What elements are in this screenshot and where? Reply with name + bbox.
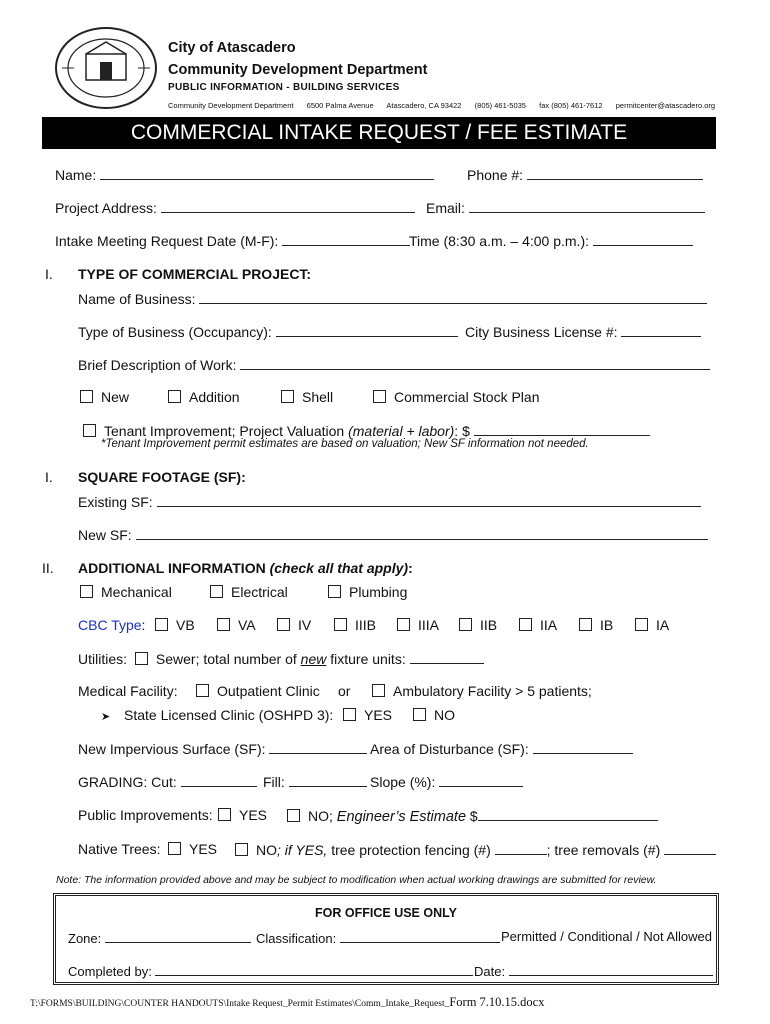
cbc-vb-checkbox[interactable]	[155, 618, 168, 631]
cbc-iia-label: IIA	[540, 617, 558, 633]
cbc-ia-checkbox[interactable]	[635, 618, 648, 631]
option-addition[interactable]	[168, 389, 240, 405]
slope-field[interactable]	[370, 773, 523, 790]
option-shell[interactable]	[281, 389, 333, 405]
mechanical-checkbox[interactable]	[80, 585, 93, 598]
header-sub: PUBLIC INFORMATION - BUILDING SERVICES	[168, 82, 400, 93]
cbc-ia-label: IA	[656, 617, 670, 633]
shell-checkbox[interactable]	[281, 390, 294, 403]
engineer-dollar: $	[469, 808, 478, 824]
project-address-label: Project Address:	[55, 200, 157, 216]
utilities-row[interactable]	[78, 650, 484, 667]
section3-title-text: ADDITIONAL INFORMATION	[78, 560, 266, 576]
option-stock-plan[interactable]	[373, 389, 540, 405]
ti-dollar: : $	[454, 423, 470, 439]
ambulatory-checkbox[interactable]	[372, 684, 385, 697]
cbc-iv[interactable]	[277, 617, 311, 633]
footer-path-text: T:\FORMS\BUILDING\COUNTER HANDOUTS\Intake Request_Permit Estimates\Comm_Intake_Request_	[30, 999, 450, 1009]
name-field[interactable]	[55, 166, 434, 183]
native-trees-yes-checkbox[interactable]	[168, 842, 181, 855]
description-label: Brief Description of Work:	[78, 357, 237, 373]
cbc-iv-checkbox[interactable]	[277, 618, 290, 631]
contact-city: Atascadero, CA 93422	[386, 101, 462, 110]
cbc-va[interactable]	[217, 617, 256, 633]
contact-phone: (805) 461-5035	[474, 101, 526, 110]
section1-number: I.	[45, 266, 53, 282]
disturbance-label: Area of Disturbance (SF):	[370, 741, 529, 757]
existing-sf-label: Existing SF:	[78, 494, 153, 510]
public-improvements-yes-checkbox[interactable]	[218, 808, 231, 821]
stock-plan-label: Commercial Stock Plan	[394, 389, 540, 405]
cbc-iia[interactable]	[519, 617, 557, 633]
office-title: FOR OFFICE USE ONLY	[315, 906, 457, 920]
contact-email: permitcenter@atascadero.org	[615, 101, 716, 110]
medical-label: Medical Facility:	[78, 683, 178, 699]
cbc-ia[interactable]	[635, 617, 669, 633]
sewer-checkbox[interactable]	[135, 652, 148, 665]
impervious-field[interactable]	[78, 740, 367, 757]
completed-by-label: Completed by:	[68, 964, 152, 979]
engineer-estimate-label: Engineer’s Estimate	[336, 809, 467, 825]
ambulatory-option[interactable]	[372, 683, 592, 699]
public-improvements-yes-label: YES	[239, 807, 268, 823]
cbc-ib-checkbox[interactable]	[579, 618, 592, 631]
ti-italic: (material + labor)	[348, 423, 455, 439]
mechanical-label: Mechanical	[101, 584, 172, 600]
city-seal	[52, 26, 160, 110]
slope-label: Slope (%):	[370, 774, 436, 790]
option-new[interactable]	[80, 389, 129, 405]
native-trees-yes-label: YES	[189, 841, 218, 857]
state-clinic-yes[interactable]	[343, 707, 392, 723]
tenant-improvement-row[interactable]	[83, 422, 650, 439]
zone-field[interactable]	[68, 929, 251, 946]
state-clinic-no-checkbox[interactable]	[413, 708, 426, 721]
addition-label: Addition	[189, 389, 240, 405]
electrical-label: Electrical	[231, 584, 288, 600]
cbc-iiib[interactable]	[334, 617, 376, 633]
new-label: New	[101, 389, 130, 405]
new-sf-field[interactable]	[78, 526, 708, 543]
medical-row	[78, 683, 178, 699]
section1-title: TYPE OF COMMERCIAL PROJECT:	[78, 266, 312, 282]
name-label: Name:	[55, 167, 97, 183]
zone-label: Zone:	[68, 931, 102, 946]
stock-plan-checkbox[interactable]	[373, 390, 386, 403]
existing-sf-field[interactable]	[78, 493, 701, 510]
state-clinic-yes-label: YES	[364, 707, 393, 723]
project-address-field[interactable]	[55, 199, 415, 216]
cbc-label: CBC Type	[78, 617, 142, 633]
plumbing-label: Plumbing	[349, 584, 408, 600]
section2-number: I.	[45, 469, 53, 485]
email-field[interactable]	[426, 199, 705, 216]
native-trees-no-checkbox[interactable]	[235, 843, 248, 856]
section3-title-end: :	[408, 560, 413, 576]
contact-address: 6500 Palma Avenue	[306, 101, 374, 110]
trade-mechanical[interactable]	[80, 584, 172, 600]
cbc-iiib-label: IIIB	[355, 617, 377, 633]
header-contact	[168, 101, 715, 110]
cbc-iib-label: IIB	[480, 617, 498, 633]
cbc-iiib-checkbox[interactable]	[334, 618, 347, 631]
section3-title	[78, 560, 413, 576]
description-field[interactable]	[78, 356, 710, 373]
date-field[interactable]	[474, 962, 713, 979]
trade-electrical[interactable]	[210, 584, 288, 600]
new-sf-label: New SF:	[78, 527, 132, 543]
disturbance-field[interactable]	[370, 740, 633, 757]
cbc-vb-label: VB	[176, 617, 195, 633]
public-improvements-no-label: NO;	[308, 808, 333, 824]
native-trees-no[interactable]	[235, 841, 716, 858]
business-name-label: Name of Business:	[78, 291, 196, 307]
time-label: Time (8:30 a.m. – 4:00 p.m.):	[409, 233, 589, 249]
plumbing-checkbox[interactable]	[328, 585, 341, 598]
sewer-new: new	[300, 651, 327, 667]
business-type-label: Type of Business (Occupancy):	[78, 324, 272, 340]
electrical-checkbox[interactable]	[210, 585, 223, 598]
state-clinic-label: State Licensed Clinic (OSHPD 3):	[124, 707, 334, 723]
cbc-vb[interactable]	[155, 617, 195, 633]
office-use-box	[53, 893, 719, 985]
completed-by-field[interactable]	[68, 962, 473, 979]
section3-number: II.	[42, 560, 54, 576]
public-improvements-yes[interactable]	[218, 807, 267, 823]
grading-fill-label: Fill:	[263, 774, 285, 790]
tenant-improvement-checkbox[interactable]	[83, 424, 96, 437]
date-label: Date:	[474, 964, 506, 979]
cbc-iib[interactable]	[459, 617, 497, 633]
sewer-label-b: fixture units:	[330, 651, 406, 667]
removals-label: ; tree removals (#)	[546, 842, 661, 858]
cbc-colon: :	[141, 617, 146, 633]
public-improvements-no[interactable]	[287, 807, 658, 825]
or-text: or	[338, 683, 351, 699]
state-clinic-no[interactable]	[413, 707, 455, 723]
cbc-va-checkbox[interactable]	[217, 618, 230, 631]
cbc-ib-label: IB	[600, 617, 614, 633]
review-note: Note: The information provided above and may be subject to modification when actual working drawings are submitted for review.	[56, 874, 657, 886]
outpatient-option[interactable]	[196, 683, 320, 699]
phone-field[interactable]	[467, 166, 703, 183]
cbc-type-row	[78, 617, 145, 633]
cbc-va-label: VA	[238, 617, 256, 633]
fencing-label: tree protection fencing (#)	[331, 842, 491, 858]
ti-note: *Tenant Improvement permit estimates are based on valuation; New SF information not needed.	[101, 438, 589, 450]
cbc-iib-checkbox[interactable]	[459, 618, 472, 631]
grading-cut-field[interactable]	[78, 773, 257, 790]
cbc-ib[interactable]	[579, 617, 613, 633]
outpatient-checkbox[interactable]	[196, 684, 209, 697]
classification-label: Classification:	[256, 931, 337, 946]
public-improvements-label: Public Improvements:	[78, 807, 213, 823]
ti-label: Tenant Improvement; Project Valuation	[104, 423, 345, 439]
utilities-label: Utilities:	[78, 651, 128, 667]
public-improvements-no-checkbox[interactable]	[287, 809, 300, 822]
business-type-field[interactable]	[78, 323, 458, 340]
contact-fax: fax (805) 461-7612	[539, 101, 603, 110]
permitted-status[interactable]: Permitted / Conditional / Not Allowed	[501, 929, 712, 944]
license-label: City Business License #:	[465, 324, 618, 340]
outpatient-label: Outpatient Clinic	[217, 683, 320, 699]
contact-dept: Community Development Department	[168, 101, 294, 110]
header-dept: Community Development Department	[168, 62, 428, 78]
cbc-iia-checkbox[interactable]	[519, 618, 532, 631]
email-label: Email:	[426, 200, 465, 216]
business-name-field[interactable]	[78, 290, 707, 307]
cbc-iiia[interactable]	[397, 617, 439, 633]
grading-fill-field[interactable]	[263, 773, 367, 790]
native-trees-no-label: NO	[256, 842, 277, 858]
cbc-iiia-checkbox[interactable]	[397, 618, 410, 631]
native-trees-label: Native Trees:	[78, 841, 161, 857]
native-trees-yes[interactable]	[168, 841, 217, 857]
addition-checkbox[interactable]	[168, 390, 181, 403]
impervious-label: New Impervious Surface (SF):	[78, 741, 266, 757]
classification-field[interactable]	[256, 929, 500, 946]
intake-date-label: Intake Meeting Request Date (M-F):	[55, 233, 279, 249]
native-trees-if-yes: ; if YES,	[277, 842, 328, 858]
footer-path	[30, 993, 544, 1011]
arrow-bullet-icon: ➤	[101, 711, 111, 723]
cbc-iiia-label: IIIA	[418, 617, 440, 633]
sewer-label-a: Sewer; total number of	[155, 651, 297, 667]
state-clinic-yes-checkbox[interactable]	[343, 708, 356, 721]
title-bar	[42, 117, 716, 149]
shell-label: Shell	[302, 389, 334, 405]
trade-plumbing[interactable]	[328, 584, 407, 600]
license-field[interactable]	[465, 323, 701, 340]
intake-date-field[interactable]	[55, 232, 410, 249]
page-title: COMMERCIAL INTAKE REQUEST / FEE ESTIMATE	[130, 121, 628, 144]
time-field[interactable]	[409, 232, 693, 249]
new-checkbox[interactable]	[80, 390, 93, 403]
state-clinic-no-label: NO	[434, 707, 455, 723]
section3-title-italic: (check all that apply)	[269, 560, 409, 576]
ambulatory-label: Ambulatory Facility > 5 patients;	[393, 683, 592, 699]
grading-cut-label: GRADING: Cut:	[78, 774, 177, 790]
cbc-iv-label: IV	[298, 617, 312, 633]
phone-label: Phone #:	[467, 167, 524, 183]
section2-title: SQUARE FOOTAGE (SF):	[78, 469, 246, 485]
footer-form-text: Form 7.10.15.docx	[449, 995, 545, 1009]
state-clinic-row	[101, 707, 333, 723]
header-city: City of Atascadero	[168, 40, 296, 56]
